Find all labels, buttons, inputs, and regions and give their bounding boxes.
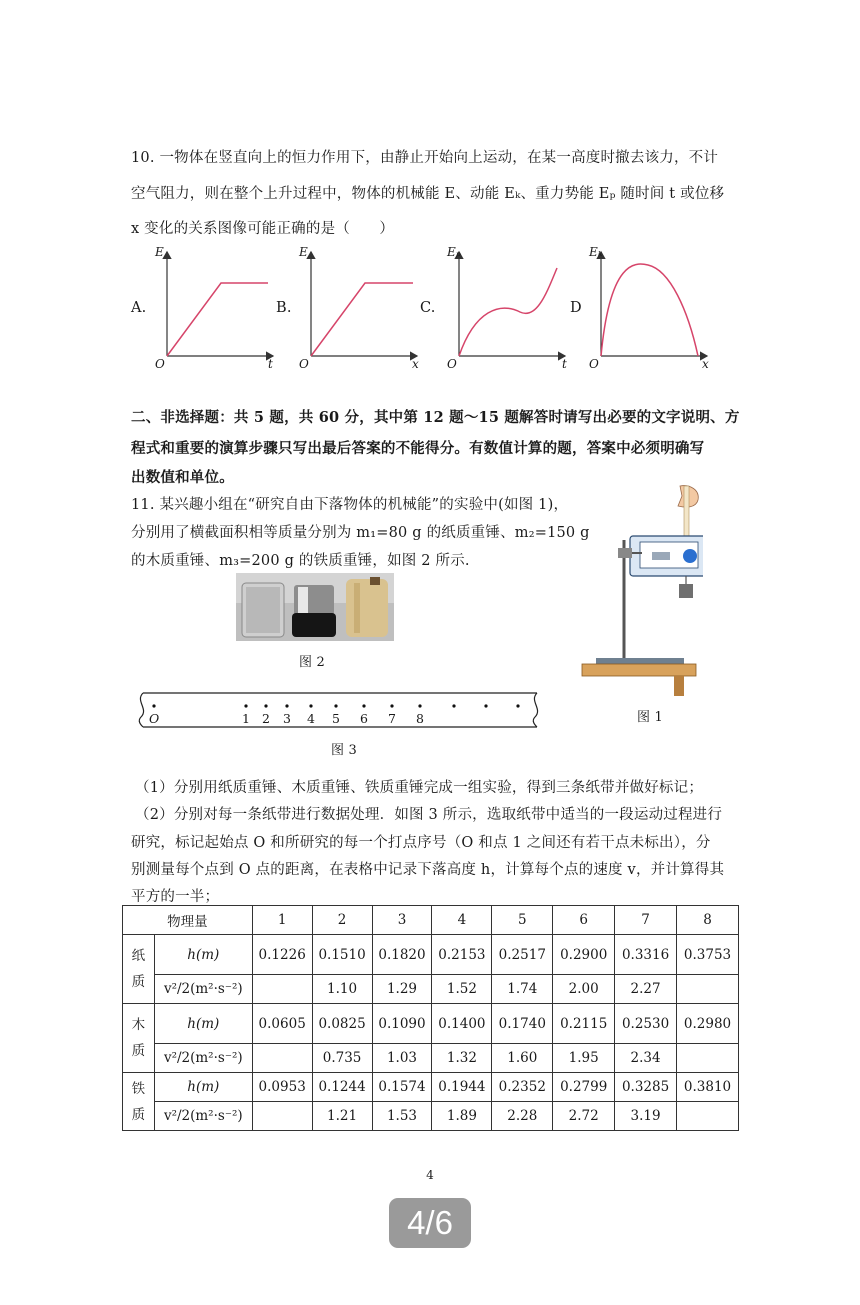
fig2-caption: 图 2 bbox=[299, 655, 326, 670]
table-cell: 0.2153 bbox=[432, 935, 492, 975]
option-d-ylabel: Eₖ bbox=[589, 245, 603, 259]
table-cell: 0.1226 bbox=[252, 935, 312, 975]
table-row bbox=[123, 975, 739, 1004]
page-indicator[interactable]: 4/6 bbox=[389, 1198, 471, 1248]
header-cell: 1 bbox=[252, 906, 312, 935]
table-cell: 1.95 bbox=[553, 1044, 615, 1073]
fig1-caption: 图 1 bbox=[637, 710, 664, 725]
table-cell: 0.1090 bbox=[372, 1004, 432, 1044]
header-cell: 4 bbox=[432, 906, 492, 935]
header-cell: 3 bbox=[372, 906, 432, 935]
table-cell: 0.1510 bbox=[312, 935, 372, 975]
table-cell: 0.1944 bbox=[432, 1073, 492, 1102]
option-d-origin: O bbox=[589, 357, 600, 371]
q11-line2: 分别用了横截面积相等质量分别为 m₁=80 g 的纸质重锤、m₂=150 g bbox=[131, 525, 590, 541]
option-a-label: A. bbox=[131, 300, 147, 316]
fig3-caption: 图 3 bbox=[331, 743, 358, 758]
table-cell: 0.0825 bbox=[312, 1004, 372, 1044]
table-cell: 0.3753 bbox=[677, 935, 739, 975]
table-cell: 1.89 bbox=[432, 1102, 492, 1131]
table-cell: 0.1574 bbox=[372, 1073, 432, 1102]
table-row bbox=[123, 1004, 739, 1044]
tape-label-5: 5 bbox=[332, 711, 341, 726]
table-cell: 0.3316 bbox=[615, 935, 677, 975]
header-cell: 物理量 bbox=[123, 906, 253, 935]
row-label-h: h(m) bbox=[154, 1073, 252, 1102]
header-cell: 2 bbox=[312, 906, 372, 935]
row-label-v: v²/2(m²·s⁻²) bbox=[154, 975, 252, 1004]
q11-p2a: （2）分别对每一条纸带进行数据处理．如图 3 所示，选取纸带中适当的一段运动过程进行 bbox=[135, 807, 723, 823]
table-cell: 1.32 bbox=[432, 1044, 492, 1073]
q11-p2d: 平方的一半； bbox=[131, 889, 220, 905]
row-label-v: v²/2(m²·s⁻²) bbox=[154, 1044, 252, 1073]
table-row bbox=[123, 1044, 739, 1073]
tape-label-o: O bbox=[149, 711, 160, 726]
fig3-tape-image bbox=[135, 687, 547, 733]
option-b-origin: O bbox=[299, 357, 310, 371]
option-c-graph bbox=[459, 252, 565, 356]
table-cell: 0.1820 bbox=[372, 935, 432, 975]
q11-p1: （1）分别用纸质重锤、木质重锤、铁质重锤完成一组实验，得到三条纸带并做好标记； bbox=[135, 780, 704, 796]
option-d-graph bbox=[601, 252, 707, 356]
table-cell bbox=[252, 1102, 312, 1131]
row-label-h: h(m) bbox=[154, 1004, 252, 1044]
table-cell: 1.53 bbox=[372, 1102, 432, 1131]
table-cell: 1.52 bbox=[432, 975, 492, 1004]
table-cell: 2.27 bbox=[615, 975, 677, 1004]
table-header-row bbox=[123, 906, 739, 935]
table-cell: 0.2530 bbox=[615, 1004, 677, 1044]
option-c-ylabel: Eₚ bbox=[447, 245, 461, 259]
row-label-v: v²/2(m²·s⁻²) bbox=[154, 1102, 252, 1131]
tape-label-2: 2 bbox=[262, 711, 271, 726]
group-label-paper: 纸 质 bbox=[123, 935, 155, 1004]
q11-line3: 的木质重锤、m₃=200 g 的铁质重锤，如图 2 所示. bbox=[131, 553, 470, 569]
header-cell: 6 bbox=[553, 906, 615, 935]
table-cell: 0.2517 bbox=[492, 935, 553, 975]
q11-p2b: 研究，标记起始点 O 和所研究的每一个打点序号（O 和点 1 之间还有若干点未标出），分 bbox=[131, 835, 711, 851]
data-table bbox=[122, 905, 739, 1131]
table-cell: 0.735 bbox=[312, 1044, 372, 1073]
table-cell: 1.10 bbox=[312, 975, 372, 1004]
option-a-ylabel: E bbox=[155, 245, 164, 259]
table-cell bbox=[252, 1044, 312, 1073]
q10-line1: 10. 一物体在竖直向上的恒力作用下，由静止开始向上运动，在某一高度时撤去该力，不计 bbox=[131, 150, 719, 166]
table-cell: 0.2980 bbox=[677, 1004, 739, 1044]
table-cell: 3.19 bbox=[615, 1102, 677, 1131]
table-cell: 1.03 bbox=[372, 1044, 432, 1073]
table-row bbox=[123, 1102, 739, 1131]
table-cell: 2.00 bbox=[553, 975, 615, 1004]
table-cell bbox=[252, 975, 312, 1004]
option-b-ylabel: E bbox=[299, 245, 308, 259]
table-cell: 0.2900 bbox=[553, 935, 615, 975]
table-cell: 0.1400 bbox=[432, 1004, 492, 1044]
table-cell: 1.74 bbox=[492, 975, 553, 1004]
option-a-origin: O bbox=[155, 357, 166, 371]
table-cell: 0.3285 bbox=[615, 1073, 677, 1102]
option-c-origin: O bbox=[447, 357, 458, 371]
option-a-graph bbox=[167, 252, 273, 356]
q10-line3: x 变化的关系图像可能正确的是（ ） bbox=[131, 221, 395, 237]
header-cell: 8 bbox=[677, 906, 739, 935]
table-cell: 0.1244 bbox=[312, 1073, 372, 1102]
option-b-graph bbox=[311, 252, 417, 356]
table-cell: 1.60 bbox=[492, 1044, 553, 1073]
section2-line1: 二、非选择题：共 5 题，共 60 分，其中第 12 题～15 题解答时请写出必要的文字说明、方 bbox=[131, 409, 740, 426]
table-cell: 2.28 bbox=[492, 1102, 553, 1131]
table-cell bbox=[677, 1044, 739, 1073]
option-a-xlabel: t bbox=[268, 357, 274, 371]
table-cell: 0.2115 bbox=[553, 1004, 615, 1044]
tape-label-7: 7 bbox=[388, 711, 397, 726]
table-cell: 2.72 bbox=[553, 1102, 615, 1131]
fig2-hammers-image bbox=[236, 573, 394, 641]
group-label-iron: 铁 质 bbox=[123, 1073, 155, 1131]
q10-line2: 空气阻力，则在整个上升过程中，物体的机械能 E、动能 Eₖ、重力势能 Eₚ 随时间 t 或位移 bbox=[131, 186, 725, 202]
q11-line1: 11. 某兴趣小组在“研究自由下落物体的机械能”的实验中(如图 1)， bbox=[131, 497, 569, 513]
table-cell: 0.2799 bbox=[553, 1073, 615, 1102]
table-row bbox=[123, 935, 739, 975]
table-cell: 0.0605 bbox=[252, 1004, 312, 1044]
option-c-label: C. bbox=[420, 300, 436, 316]
option-b-xlabel: x bbox=[412, 357, 419, 371]
header-cell: 5 bbox=[492, 906, 553, 935]
table-cell: 0.3810 bbox=[677, 1073, 739, 1102]
table-cell: 1.29 bbox=[372, 975, 432, 1004]
q11-p2c: 别测量每个点到 O 点的距离，在表格中记录下落高度 h，计算每个点的速度 v，并计算得其 bbox=[131, 862, 725, 878]
table-cell: 0.0953 bbox=[252, 1073, 312, 1102]
option-d-xlabel: x bbox=[702, 357, 709, 371]
fig1-apparatus-image bbox=[578, 478, 703, 700]
table-row bbox=[123, 1073, 739, 1102]
table-cell bbox=[677, 1102, 739, 1131]
table-cell bbox=[677, 975, 739, 1004]
option-b-label: B. bbox=[276, 300, 292, 316]
table-cell: 0.2352 bbox=[492, 1073, 553, 1102]
page-number: 4 bbox=[426, 1168, 434, 1182]
section2-line2: 程式和重要的演算步骤只写出最后答案的不能得分。有数值计算的题，答案中必须明确写 bbox=[131, 440, 705, 457]
tape-label-8: 8 bbox=[416, 711, 425, 726]
table-cell: 1.21 bbox=[312, 1102, 372, 1131]
tape-label-6: 6 bbox=[360, 711, 369, 726]
section2-line3: 出数值和单位。 bbox=[131, 469, 234, 486]
row-label-h: h(m) bbox=[154, 935, 252, 975]
tape-label-4: 4 bbox=[307, 711, 316, 726]
table-cell: 2.34 bbox=[615, 1044, 677, 1073]
group-label-wood: 木 质 bbox=[123, 1004, 155, 1073]
option-c-xlabel: t bbox=[562, 357, 568, 371]
table-cell: 0.1740 bbox=[492, 1004, 553, 1044]
tape-label-3: 3 bbox=[283, 711, 292, 726]
tape-label-1: 1 bbox=[242, 711, 251, 726]
option-d-label: D bbox=[570, 300, 582, 316]
header-cell: 7 bbox=[615, 906, 677, 935]
